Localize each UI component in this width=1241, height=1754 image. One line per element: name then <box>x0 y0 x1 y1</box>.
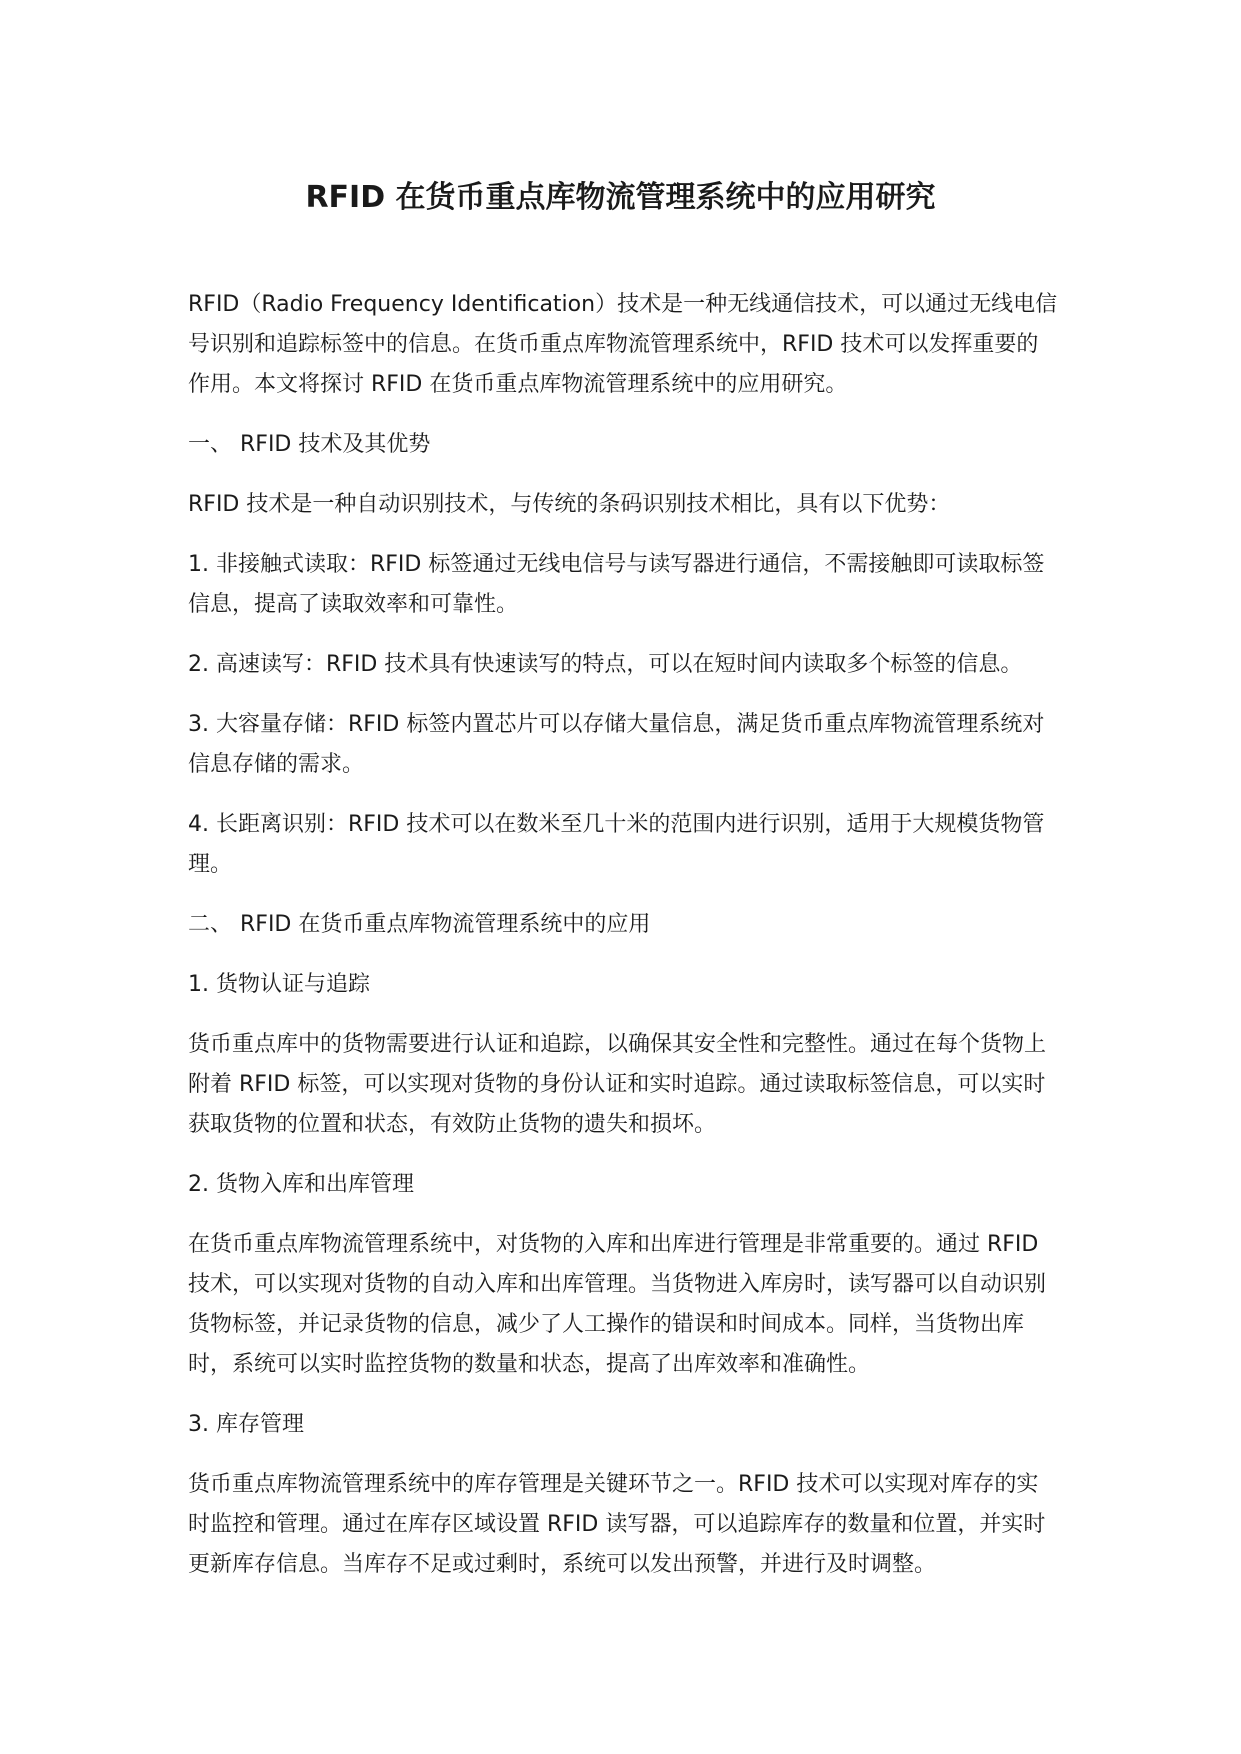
section-1-lead: RFID 技术是一种自动识别技术，与传统的条码识别技术相比，具有以下优势： <box>188 492 951 517</box>
section-1-title: RFID 技术及其优势 <box>240 432 431 457</box>
subsection-3-heading: 3. 库存管理 <box>188 1412 304 1437</box>
subsection-3-body: 货币重点库物流管理系统中的库存管理是关键环节之一。RFID 技术可以实现对库存的实时监控和管理。通过在库存区域设置 RFID 读写器，可以追踪库存的数量和位置，并实时更新库存信息。当库存不足或过剩时，系统可以发出预警，并进行及时调整。 <box>188 1472 1046 1577</box>
advantage-item: 2. 高速读写：RFID 技术具有快速读写的特点，可以在短时间内读取多个标签的信息。 <box>188 652 1023 677</box>
intro-paragraph: RFID（Radio Frequency Identification）技术是一种无线通信技术，可以通过无线电信号识别和追踪标签中的信息。在货币重点库物流管理系统中，RFID 技术可以发挥重要的作用。本文将探讨 RFID 在货币重点库物流管理系统中的应用研究。 <box>188 292 1058 397</box>
advantage-item: 1. 非接触式读取：RFID 标签通过无线电信号与读写器进行通信，不需接触即可读取标签信息，提高了读取效率和可靠性。 <box>188 552 1045 617</box>
subsection-1-body: 货币重点库中的货物需要进行认证和追踪，以确保其安全性和完整性。通过在每个货物上附着 RFID 标签，可以实现对货物的身份认证和实时追踪。通过读取标签信息，可以实时获取货物的位置和状态，有效防止货物的遗失和损坏。 <box>188 1032 1047 1137</box>
advantage-item: 4. 长距离识别：RFID 技术可以在数米至几十米的范围内进行识别，适用于大规模货物管理。 <box>188 812 1045 877</box>
document-title: RFID 在货币重点库物流管理系统中的应用研究 <box>305 180 936 215</box>
subsection-2-body: 在货币重点库物流管理系统中，对货物的入库和出库进行管理是非常重要的。通过 RFID 技术，可以实现对货物的自动入库和出库管理。当货物进入库房时，读写器可以自动识别货物标签，并记录货物的信息，减少了人工操作的错误和时间成本。同样，当货物出库时，系统可以实时监控货物的数量和状态，提高了出库效率和准确性。 <box>188 1232 1047 1377</box>
section-1-heading <box>188 425 1058 465</box>
section-2-title: RFID 在货币重点库物流管理系统中的应用 <box>240 912 651 937</box>
section-2-heading <box>188 905 1058 945</box>
advantage-item: 3. 大容量存储：RFID 标签内置芯片可以存储大量信息，满足货币重点库物流管理系统对信息存储的需求。 <box>188 712 1045 777</box>
subsection-1-heading: 1. 货物认证与追踪 <box>188 972 370 997</box>
subsection-2-heading: 2. 货物入库和出库管理 <box>188 1172 414 1197</box>
section-2-number: 二、 <box>188 912 233 937</box>
document-body <box>188 285 1058 1605</box>
section-1-number: 一、 <box>188 432 233 457</box>
